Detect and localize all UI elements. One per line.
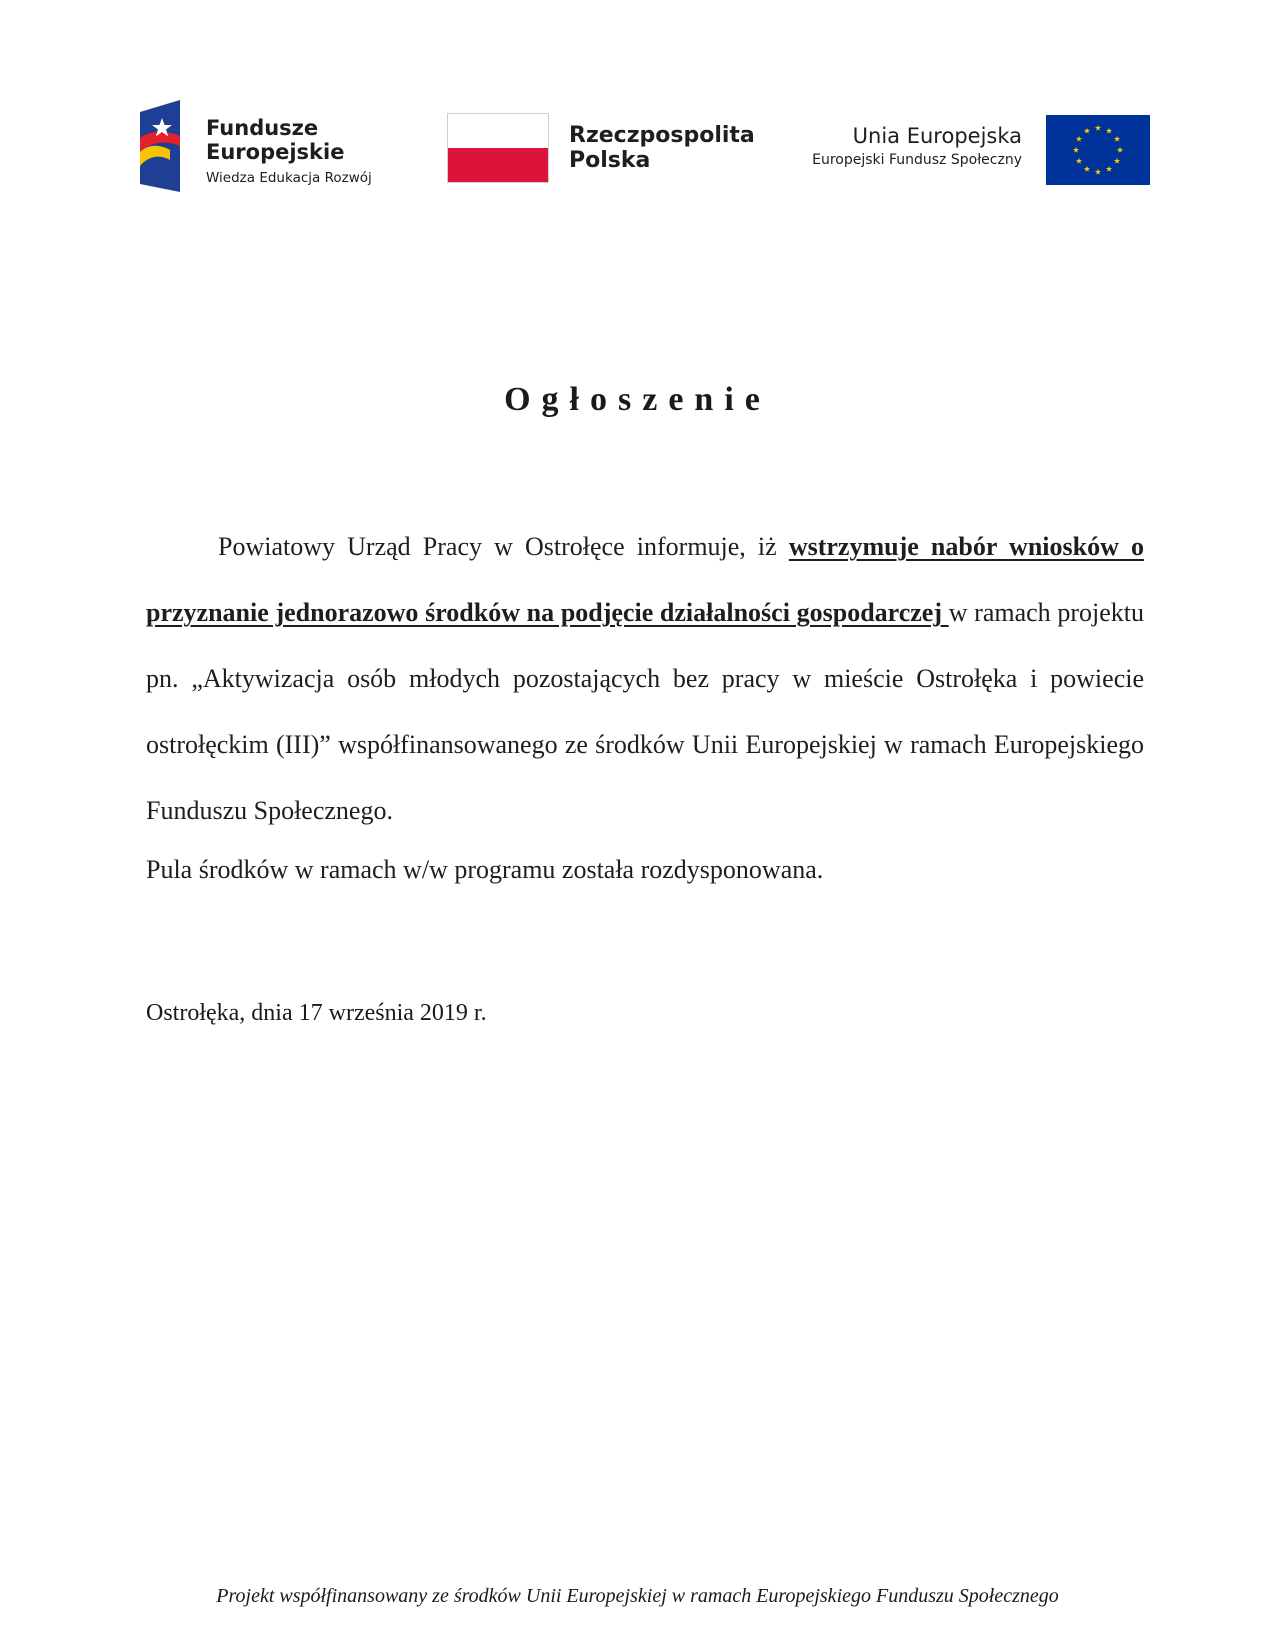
para1-emphasis: wstrzymuje nabór wniosków o przyznanie jednorazowo środków na podjęcie działalności gospodarczej <box>146 532 1144 627</box>
polish-flag-icon <box>447 113 549 183</box>
fe-title-line1: Fundusze <box>206 116 319 140</box>
unia-europejska-text <box>812 123 1022 171</box>
para1-rest: w ramach projektu pn. „Aktywizacja osób młodych pozostających bez pracy w mieście Ostrołęka i powiecie ostrołęckim (III)” współfinansowanego ze środków Unii Europejskiej w ramach Europejskiego Funduszu Społecznego. <box>146 598 1144 825</box>
rzeczpospolita-polska-logo <box>447 113 755 185</box>
pl-line1: Rzeczpospolita <box>569 123 755 148</box>
funds-paragraph: Pula środków w ramach w/w programu została rozdysponowana. <box>146 855 824 884</box>
document-body <box>146 514 1144 890</box>
eu-title: Unia Europejska <box>852 124 1022 148</box>
document-title: Ogłoszenie <box>504 381 771 418</box>
fundusze-europejskie-logo <box>136 100 396 195</box>
footer-note: Projekt współfinansowany ze środków Unii Europejskiej w ramach Europejskiego Funduszu Społecznego <box>216 1585 1059 1607</box>
para1-intro: Powiatowy Urząd Pracy w Ostrołęce informuje, iż <box>218 532 789 561</box>
unia-europejska-logo <box>800 115 1150 187</box>
eu-subtitle: Europejski Fundusz Społeczny <box>812 152 1022 168</box>
eu-flag-icon <box>1046 115 1150 185</box>
rzeczpospolita-polska-text <box>569 123 755 173</box>
fe-title-line2: Europejskie <box>206 140 345 164</box>
date-line: Ostrołęka, dnia 17 września 2019 r. <box>146 1000 487 1026</box>
logo-bar <box>0 0 1275 220</box>
fundusze-europejskie-emblem-icon <box>136 100 186 192</box>
pl-line2: Polska <box>569 148 651 173</box>
fe-subtitle: Wiedza Edukacja Rozwój <box>206 170 372 186</box>
fundusze-europejskie-text <box>206 116 372 189</box>
announcement-paragraph <box>146 514 1144 844</box>
